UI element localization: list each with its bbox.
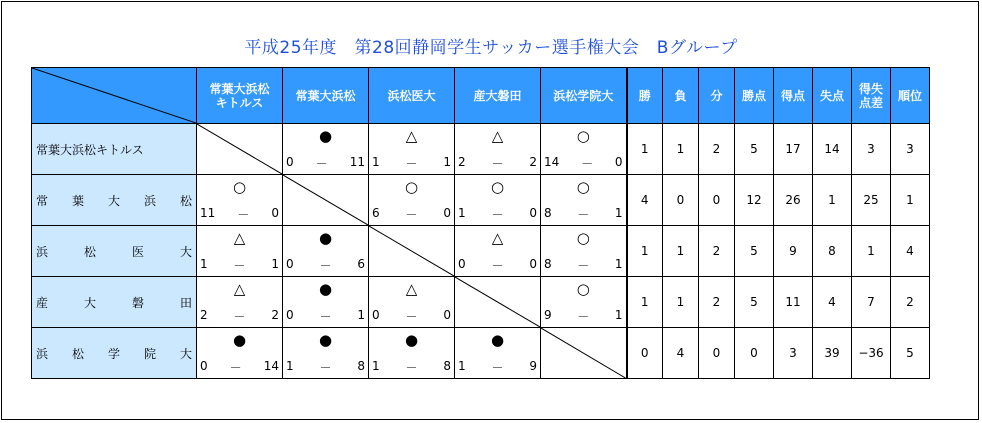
match-score (544, 206, 623, 223)
score-dash: － (229, 361, 242, 375)
team-name-char: 浜 (143, 193, 156, 208)
match-score (200, 308, 279, 325)
stat-cell: 5 (735, 124, 774, 175)
result-symbol: ● (404, 331, 419, 349)
stat-cell: 2 (699, 226, 735, 277)
goals-against: 6 (357, 257, 365, 271)
stat-cell: 26 (774, 175, 813, 226)
result-symbol: ● (232, 331, 247, 349)
team-name-char: 院 (143, 346, 156, 361)
team-name-char: 常 (36, 193, 49, 208)
header-stat: 勝点 (735, 68, 774, 124)
goals-against: 9 (529, 359, 537, 373)
match-cell (197, 175, 283, 226)
match-cell (283, 124, 369, 175)
match-cell (455, 328, 541, 379)
score-dash: － (491, 208, 504, 222)
stat-cell: 17 (774, 124, 813, 175)
score-dash: － (491, 259, 504, 273)
stat-cell: 5 (735, 277, 774, 328)
result-symbol: ○ (404, 178, 419, 196)
match-score (544, 308, 623, 325)
goals-for: 14 (544, 155, 560, 169)
score-dash: － (577, 259, 590, 273)
goals-for: 0 (286, 155, 294, 169)
team-name-char: 大 (107, 193, 120, 208)
match-score (286, 257, 365, 274)
stat-cell: 4 (813, 277, 852, 328)
stat-cell: −36 (852, 328, 891, 379)
stat-cell: 9 (774, 226, 813, 277)
goals-for: 1 (458, 359, 466, 373)
stat-cell: 4 (627, 175, 663, 226)
goals-for: 2 (458, 155, 466, 169)
stat-cell: 1 (852, 226, 891, 277)
goals-for: 0 (286, 308, 294, 322)
goals-for: 0 (372, 308, 380, 322)
team-name-char: 田 (179, 295, 192, 310)
match-score (544, 155, 623, 172)
diagonal-line (541, 328, 626, 378)
result-symbol: ● (318, 280, 333, 298)
goals-for: 1 (458, 206, 466, 220)
match-score (200, 206, 279, 223)
result-symbol: △ (233, 229, 246, 247)
match-score (286, 155, 365, 172)
result-symbol: ● (318, 127, 333, 145)
score-dash: － (577, 208, 590, 222)
header-team: 浜松学院大 (541, 68, 627, 124)
match-score (200, 257, 279, 274)
stat-cell: 1 (891, 175, 930, 226)
self-match-cell (455, 277, 541, 328)
stat-cell: 0 (663, 175, 699, 226)
team-row (32, 277, 930, 328)
goals-against: 1 (443, 155, 451, 169)
stat-cell: 1 (663, 277, 699, 328)
match-cell (197, 226, 283, 277)
result-symbol: ● (318, 331, 333, 349)
stat-cell: 3 (891, 124, 930, 175)
match-score (372, 155, 451, 172)
match-score (200, 359, 279, 376)
team-row (32, 175, 930, 226)
match-cell (455, 226, 541, 277)
match-cell (283, 328, 369, 379)
stat-cell: 2 (699, 124, 735, 175)
stat-cell: 0 (699, 175, 735, 226)
team-name-char: 大 (83, 295, 96, 310)
goals-against: 2 (271, 308, 279, 322)
result-symbol: △ (405, 127, 418, 145)
result-symbol: ● (490, 331, 505, 349)
row-team-name (32, 124, 197, 175)
team-name-char: 産 (36, 295, 49, 310)
goals-for: 6 (372, 206, 380, 220)
goals-for: 8 (544, 257, 552, 271)
stat-cell: 11 (774, 277, 813, 328)
match-score (544, 257, 623, 274)
match-score (458, 257, 537, 274)
match-score (372, 206, 451, 223)
stat-cell: 1 (627, 226, 663, 277)
score-dash: － (405, 208, 418, 222)
stat-cell: 0 (627, 328, 663, 379)
self-match-cell (369, 226, 455, 277)
stat-cell: 12 (735, 175, 774, 226)
goals-against: 1 (614, 206, 623, 220)
header-stat: 得失 点差 (852, 68, 891, 124)
team-name-char: 松 (83, 244, 96, 259)
result-symbol: △ (491, 229, 504, 247)
score-dash: － (405, 157, 418, 171)
match-cell (369, 328, 455, 379)
goals-against: 14 (263, 359, 279, 373)
goals-against: 0 (271, 206, 279, 220)
header-stat: 負 (663, 68, 699, 124)
match-score (372, 308, 451, 325)
self-match-cell (197, 124, 283, 175)
team-name-char: 浜 (36, 346, 49, 361)
result-symbol: △ (405, 280, 418, 298)
self-match-cell (283, 175, 369, 226)
stat-cell: 39 (813, 328, 852, 379)
header-stat: 分 (699, 68, 735, 124)
stat-cell: 2 (891, 277, 930, 328)
team-name-char: 大 (179, 346, 192, 361)
diagonal-line (283, 175, 368, 225)
row-team-name (32, 328, 197, 379)
score-dash: － (577, 310, 590, 324)
page-title: 平成25年度 第28回静岡学生サッカー選手権大会 Bグループ (244, 38, 738, 58)
result-symbol: △ (491, 127, 504, 145)
header-team: 産大磐田 (455, 68, 541, 124)
match-cell (369, 124, 455, 175)
row-team-name (32, 226, 197, 277)
result-symbol: ○ (576, 280, 590, 298)
header-stat: 失点 (813, 68, 852, 124)
row-team-name (32, 277, 197, 328)
match-score (458, 359, 537, 376)
match-cell (455, 124, 541, 175)
score-dash: － (581, 157, 594, 171)
team-name-char: 医 (131, 244, 144, 259)
score-dash: － (491, 361, 504, 375)
goals-for: 9 (544, 308, 552, 322)
goals-against: 1 (614, 308, 623, 322)
stat-cell: 0 (735, 328, 774, 379)
goals-against: 8 (443, 359, 451, 373)
goals-against: 0 (529, 206, 537, 220)
match-score (372, 359, 451, 376)
score-dash: － (319, 259, 332, 273)
match-cell (541, 226, 627, 277)
goals-for: 1 (372, 155, 380, 169)
result-symbol: ○ (576, 178, 590, 196)
stat-cell: 14 (813, 124, 852, 175)
header-team: 常葉大浜松 キトルス (197, 68, 283, 124)
diagonal-line (455, 277, 540, 327)
stat-cell: 3 (852, 124, 891, 175)
header-stat: 順位 (891, 68, 930, 124)
score-dash: － (319, 310, 332, 324)
diagonal-line (197, 124, 282, 174)
header-row (32, 68, 930, 124)
match-score (286, 359, 365, 376)
goals-for: 0 (200, 359, 208, 373)
goals-for: 11 (200, 206, 216, 220)
goals-against: 1 (357, 308, 365, 322)
stat-cell: 7 (852, 277, 891, 328)
score-dash: － (315, 157, 328, 171)
diagonal-line (369, 226, 454, 276)
stat-cell: 1 (663, 124, 699, 175)
match-cell (197, 277, 283, 328)
match-cell (197, 328, 283, 379)
standings-table (31, 67, 930, 379)
score-dash: － (319, 361, 332, 375)
result-symbol: ○ (576, 229, 590, 247)
stat-cell: 8 (813, 226, 852, 277)
match-cell (283, 277, 369, 328)
team-name-char: 学 (107, 346, 120, 361)
goals-against: 0 (443, 206, 451, 220)
goals-for: 1 (200, 257, 208, 271)
score-dash: － (237, 208, 250, 222)
team-name-char: 葉 (71, 193, 84, 208)
team-row (32, 226, 930, 277)
team-row (32, 124, 930, 175)
stat-cell: 1 (663, 226, 699, 277)
team-name-char: 常葉大浜松キトルス (36, 142, 144, 157)
score-dash: － (405, 361, 418, 375)
result-symbol: ○ (232, 178, 247, 196)
match-cell (455, 175, 541, 226)
score-dash: － (233, 259, 246, 273)
score-dash: － (491, 157, 504, 171)
stat-cell: 1 (627, 277, 663, 328)
goals-for: 0 (458, 257, 466, 271)
stat-cell: 25 (852, 175, 891, 226)
stat-cell: 1 (627, 124, 663, 175)
match-cell (369, 277, 455, 328)
team-name-char: 磐 (131, 295, 144, 310)
stat-cell: 1 (813, 175, 852, 226)
goals-for: 0 (286, 257, 294, 271)
match-cell (369, 175, 455, 226)
team-name-char: 大 (179, 244, 192, 259)
stat-cell: 3 (774, 328, 813, 379)
goals-for: 1 (286, 359, 294, 373)
score-dash: － (233, 310, 246, 324)
self-match-cell (541, 328, 627, 379)
header-team: 浜松医大 (369, 68, 455, 124)
result-symbol: ● (318, 229, 333, 247)
stat-cell: 0 (699, 328, 735, 379)
result-symbol: ○ (490, 178, 505, 196)
team-name-char: 松 (179, 193, 192, 208)
goals-against: 1 (271, 257, 279, 271)
corner-cell (32, 68, 197, 124)
goals-for: 8 (544, 206, 552, 220)
header-team: 常葉大浜松 (283, 68, 369, 124)
goals-for: 1 (372, 359, 380, 373)
match-score (286, 308, 365, 325)
team-name-char: 松 (71, 346, 84, 361)
goals-against: 0 (529, 257, 537, 271)
score-dash: － (405, 310, 418, 324)
stat-cell: 5 (735, 226, 774, 277)
match-cell (283, 226, 369, 277)
team-row (32, 328, 930, 379)
result-symbol: ○ (576, 127, 590, 145)
stat-cell: 2 (699, 277, 735, 328)
goals-against: 0 (443, 308, 451, 322)
goals-against: 1 (614, 257, 623, 271)
stat-cell: 4 (663, 328, 699, 379)
match-score (458, 155, 537, 172)
goals-against: 0 (614, 155, 623, 169)
team-name-char: 浜 (36, 244, 49, 259)
diagonal-line (32, 68, 196, 123)
stat-cell: 5 (891, 328, 930, 379)
match-score (458, 206, 537, 223)
row-team-name (32, 175, 197, 226)
stat-cell: 4 (891, 226, 930, 277)
header-stat: 得点 (774, 68, 813, 124)
goals-against: 8 (357, 359, 365, 373)
goals-against: 11 (349, 155, 365, 169)
match-cell (541, 277, 627, 328)
header-stat: 勝 (627, 68, 663, 124)
match-cell (541, 175, 627, 226)
goals-for: 2 (200, 308, 208, 322)
result-symbol: △ (233, 280, 246, 298)
goals-against: 2 (529, 155, 537, 169)
match-cell (541, 124, 627, 175)
